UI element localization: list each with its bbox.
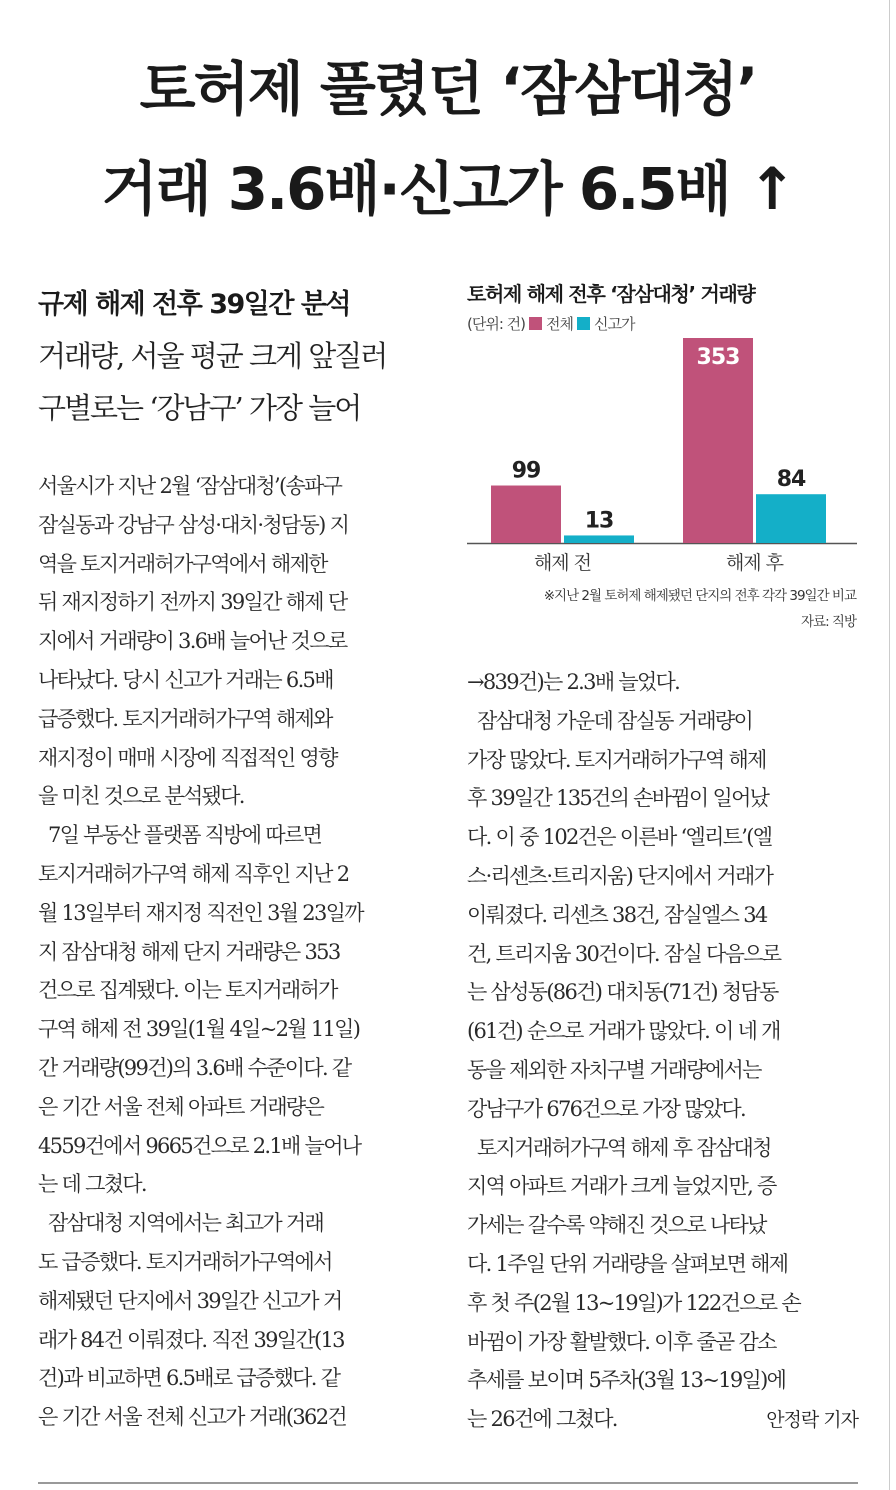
bar-total-before xyxy=(491,486,561,543)
bar-record-high-after xyxy=(756,494,826,543)
body-text-line: 건)과 비교하면 6.5배로 급증했다. 같 xyxy=(38,1366,340,1391)
body-text-line: 토지거래허가구역 해제 후 잠삼대청 xyxy=(467,1135,771,1160)
subheadline-main: 규제 해제 전후 39일간 분석 xyxy=(38,289,350,320)
body-text-line: 은 기간 서울 전체 아파트 거래량은 xyxy=(38,1094,324,1119)
body-text-line: 지에서 거래량이 3.6배 늘어난 것으로 xyxy=(38,629,347,654)
chart-unit-label: (단위: 건) xyxy=(467,315,525,333)
body-text-line: 잠실동과 강남구 삼성·대치·청담동) 지 xyxy=(38,512,349,537)
body-text-line: 서울시가 지난 2월 ‘잠삼대청’(송파구 xyxy=(38,474,342,498)
body-text-line: 지 잠삼대청 해제 단지 거래량은 353 xyxy=(38,939,340,964)
body-text-line: 후 39일간 135건의 손바뀜이 일어났 xyxy=(467,786,769,811)
body-text-line: 가세는 갈수록 약해진 것으로 나타났 xyxy=(467,1213,766,1238)
body-text-line: 은 기간 서울 전체 신고가 거래(362건 xyxy=(38,1405,346,1430)
body-text-line: 이뤄졌다. 리센츠 38건, 잠실엘스 34 xyxy=(467,902,767,927)
body-text-line: 는 데 그쳤다. xyxy=(38,1172,146,1197)
bottom-divider xyxy=(38,1482,858,1484)
body-text-line: 지역 아파트 거래가 크게 늘었지만, 증 xyxy=(467,1174,776,1199)
body-text-line: 래가 84건 이뤄졌다. 직전 39일간(13 xyxy=(38,1327,344,1352)
body-text-line: 동을 제외한 자치구별 거래량에서는 xyxy=(467,1057,761,1082)
body-text-line: 바뀜이 가장 활발했다. 이후 줄곧 감소 xyxy=(467,1329,776,1354)
chart-source: 자료: 직방 xyxy=(800,614,856,630)
legend-label-total: 전체 xyxy=(546,315,573,333)
legend-label-record-high: 신고가 xyxy=(593,315,635,333)
bar-value-label: 99 xyxy=(511,458,541,484)
body-text-line: 잠삼대청 지역에서는 최고가 거래 xyxy=(38,1211,324,1236)
body-text-line: 추세를 보이며 5주차(3월 13~19일)에 xyxy=(467,1368,786,1393)
page-edge-rule xyxy=(889,0,890,1490)
bar-value-label: 353 xyxy=(696,345,740,370)
body-text-line: 강남구가 676건으로 가장 많았다. xyxy=(467,1096,745,1121)
body-text-line: 가장 많았다. 토지거래허가구역 해제 xyxy=(467,747,766,772)
body-text-line: 역을 토지거래허가구역에서 해제한 xyxy=(38,551,327,576)
legend-swatch-record-high xyxy=(577,317,590,330)
body-text-line: 나타났다. 당시 신고가 거래는 6.5배 xyxy=(38,667,333,692)
body-text-line: 는 26건에 그쳤다. xyxy=(467,1407,617,1432)
category-label: 해제 후 xyxy=(725,552,784,574)
body-text-line: 는 삼성동(86건) 대치동(71건) 청담동 xyxy=(467,980,778,1005)
article-body-left-column xyxy=(38,467,434,1437)
subheadline-line-2: 구별로는 ‘강남구’ 가장 늘어 xyxy=(38,391,361,425)
bar-value-label: 13 xyxy=(584,508,614,534)
body-text-line: 급증했다. 토지거래허가구역 해제와 xyxy=(38,706,332,731)
byline: 안정락 기자 xyxy=(766,1409,858,1431)
body-text-line: 건으로 집계됐다. 이는 토지거래허가 xyxy=(38,978,337,1003)
body-text-line: 후 첫 주(2월 13~19일)가 122건으로 손 xyxy=(467,1290,800,1315)
category-label: 해제 전 xyxy=(533,552,592,574)
body-text-line: 을 미친 것으로 분석됐다. xyxy=(38,784,244,809)
headline-line-2: 거래 3.6배·신고가 6.5배 ↑ xyxy=(101,155,795,223)
body-text-line: 월 13일부터 재지정 직전인 3월 23일까 xyxy=(38,900,363,925)
headline-line-1: 토허제 풀렸던 ‘잠삼대청’ xyxy=(139,55,757,123)
body-text-line: 토지거래허가구역 해제 직후인 지난 2 xyxy=(38,861,349,886)
bar-chart xyxy=(467,335,857,580)
bar-value-label: 84 xyxy=(776,467,806,493)
article-body-right-column xyxy=(467,663,863,1439)
subheadline-line-1: 거래량, 서울 평균 크게 앞질러 xyxy=(38,339,387,373)
body-text-line: 7일 부동산 플랫폼 직방에 따르면 xyxy=(38,823,322,848)
body-text-line: 간 거래량(99건)의 3.6배 수준이다. 같 xyxy=(38,1055,351,1080)
bar-record-high-before xyxy=(564,535,634,543)
body-text-line: 잠삼대청 가운데 잠실동 거래량이 xyxy=(467,708,753,733)
body-text-line: →839건)는 2.3배 늘었다. xyxy=(467,670,680,694)
chart-note: ※지난 2월 토허제 해제됐던 단지의 전후 각각 39일간 비교 xyxy=(543,588,856,604)
body-text-line: 4559건에서 9665건으로 2.1배 늘어나 xyxy=(38,1133,361,1158)
body-text-line: 구역 해제 전 39일(1월 4일~2월 11일) xyxy=(38,1017,360,1042)
body-text-line: 다. 1주일 단위 거래량을 살펴보면 해제 xyxy=(467,1251,788,1276)
body-text-line: 해제됐던 단지에서 39일간 신고가 거 xyxy=(38,1288,342,1313)
body-text-line: 스·리센츠·트리지움) 단지에서 거래가 xyxy=(467,863,773,888)
body-text-line: 뒤 재지정하기 전까지 39일간 해제 단 xyxy=(38,590,347,615)
chart-title: 토허제 해제 전후 ‘잠삼대청’ 거래량 xyxy=(467,282,755,306)
body-text-line: 다. 이 중 102건은 이른바 ‘엘리트’(엘 xyxy=(467,825,772,850)
body-text-line: 재지정이 매매 시장에 직접적인 영향 xyxy=(38,745,337,770)
body-text-line: 건, 트리지움 30건이다. 잠실 다음으로 xyxy=(467,941,781,966)
body-text-line: (61건) 순으로 거래가 많았다. 이 네 개 xyxy=(467,1019,780,1044)
body-text-line: 도 급증했다. 토지거래허가구역에서 xyxy=(38,1249,332,1274)
chart-legend xyxy=(467,313,634,334)
legend-swatch-total xyxy=(529,317,542,330)
